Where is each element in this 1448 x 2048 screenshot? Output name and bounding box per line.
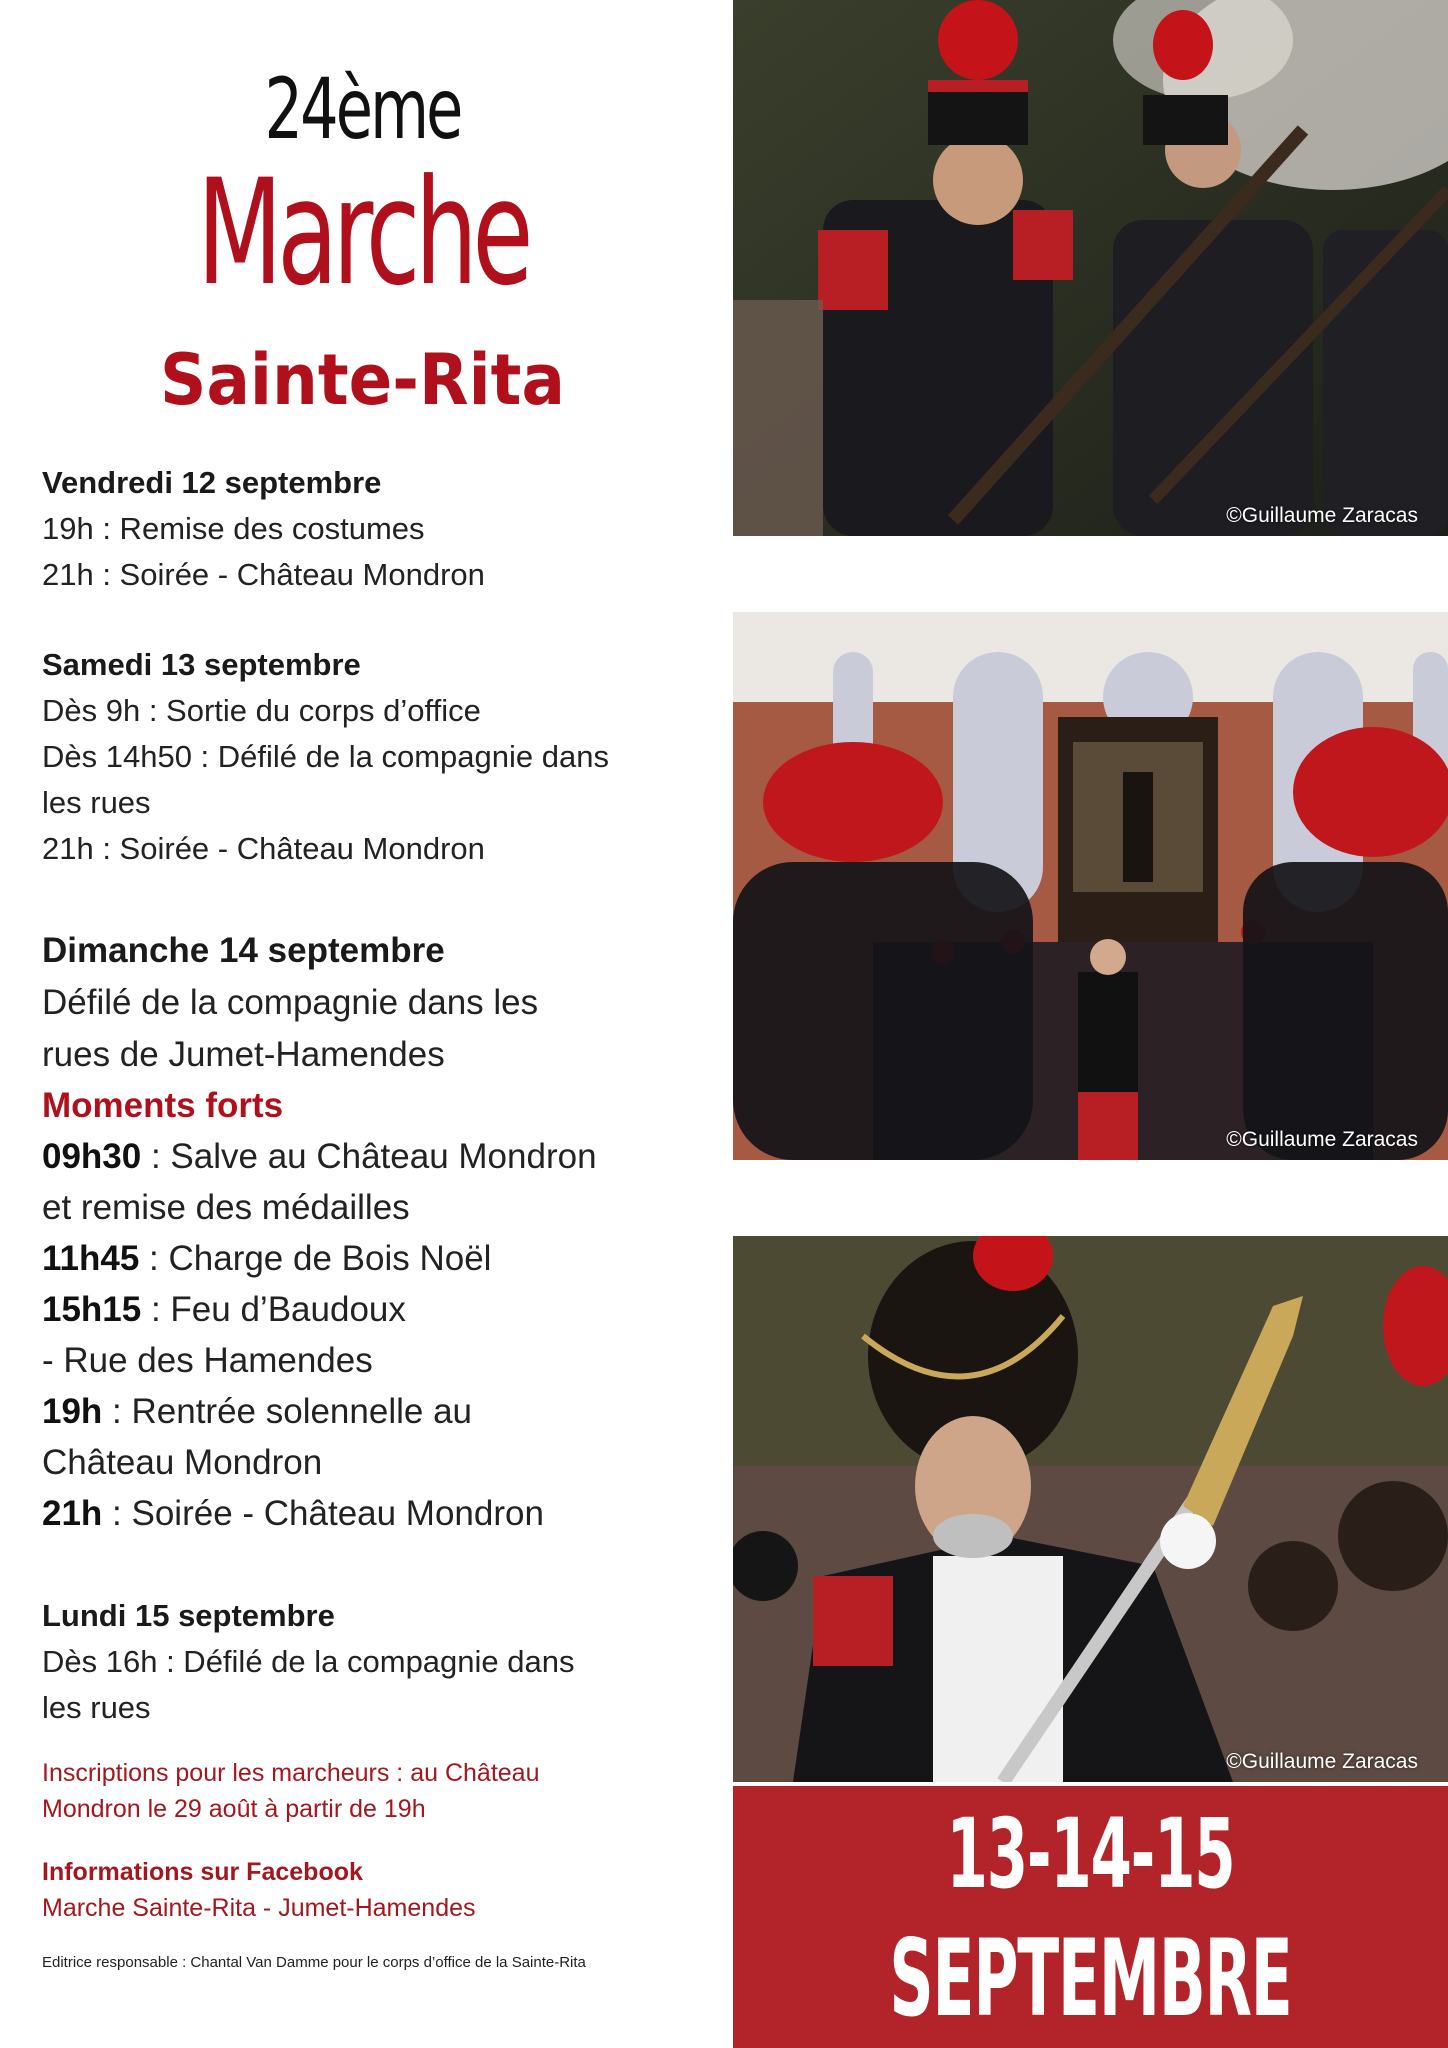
dates-banner [733,1786,1448,2048]
saturday-heading: Samedi 13 septembre [42,647,361,682]
monday-line: les rues [42,1690,151,1725]
highlight-item: 15h15 : Feu d’Baudoux [42,1290,406,1329]
highlight-item: Château Mondron [42,1443,323,1482]
event-month: SEPTEMBRE [889,1917,1292,2040]
friday-line: 19h : Remise des costumes [42,511,425,546]
sunday-heading: Dimanche 14 septembre [42,931,445,970]
monday-schedule [42,1593,722,1731]
saturday-line: Dès 14h50 : Défilé de la compagnie dans [42,739,609,774]
sunday-schedule [42,925,722,1539]
monday-line: Dès 16h : Défilé de la compagnie dans [42,1644,575,1679]
sapper-mace-image [733,1236,1448,1782]
sunday-line: Défilé de la compagnie dans les [42,983,539,1022]
event-title: Marche [196,148,529,318]
facebook-page-link[interactable]: Marche Sainte-Rita - Jumet-Hamendes [42,1894,476,1922]
highlight-item: 21h : Soirée - Château Mondron [42,1494,544,1533]
photo-credit: ©Guillaume Zaracas [1226,1750,1418,1773]
saturday-schedule [42,642,722,872]
photo-credit: ©Guillaume Zaracas [1226,1128,1418,1151]
monday-heading: Lundi 15 septembre [42,1598,335,1633]
musket-salute-image [733,0,1448,536]
highlight-item: 11h45 : Charge de Bois Noël [42,1239,492,1278]
photo-credit: ©Guillaume Zaracas [1226,504,1418,527]
highlight-item: 09h30 : Salve au Château Mondron [42,1137,597,1176]
registration-note: Inscriptions pour les marcheurs : au Château Mondron le 29 août à partir de 19h [42,1759,540,1823]
facebook-heading: Informations sur Facebook [42,1858,363,1886]
highlight-item: - Rue des Hamendes [42,1341,373,1380]
event-subtitle: Sainte-Rita [160,339,565,421]
publisher-note: Editrice responsable : Chantal Van Damme pour le corps d’office de la Sainte-Rita [42,1954,586,1971]
friday-schedule [42,460,722,598]
facebook-info [42,1854,722,1926]
highlight-item: 19h : Rentrée solennelle au [42,1392,472,1431]
friday-heading: Vendredi 12 septembre [42,465,382,500]
church-banner-image [733,612,1448,1160]
edition-number: 24ème [264,60,461,158]
photo-musket-salute [733,0,1448,536]
highlight-item: et remise des médailles [42,1188,410,1227]
saturday-line: les rues [42,785,151,820]
event-days: 13-14-15 [946,1798,1235,1910]
sunday-line: rues de Jumet-Hamendes [42,1035,445,1074]
saturday-line: 21h : Soirée - Château Mondron [42,831,485,866]
highlights-heading: Moments forts [42,1086,284,1125]
photo-sapper-mace [733,1236,1448,1782]
saturday-line: Dès 9h : Sortie du corps d’office [42,693,481,728]
friday-line: 21h : Soirée - Château Mondron [42,557,485,592]
photo-church-banner [733,612,1448,1160]
